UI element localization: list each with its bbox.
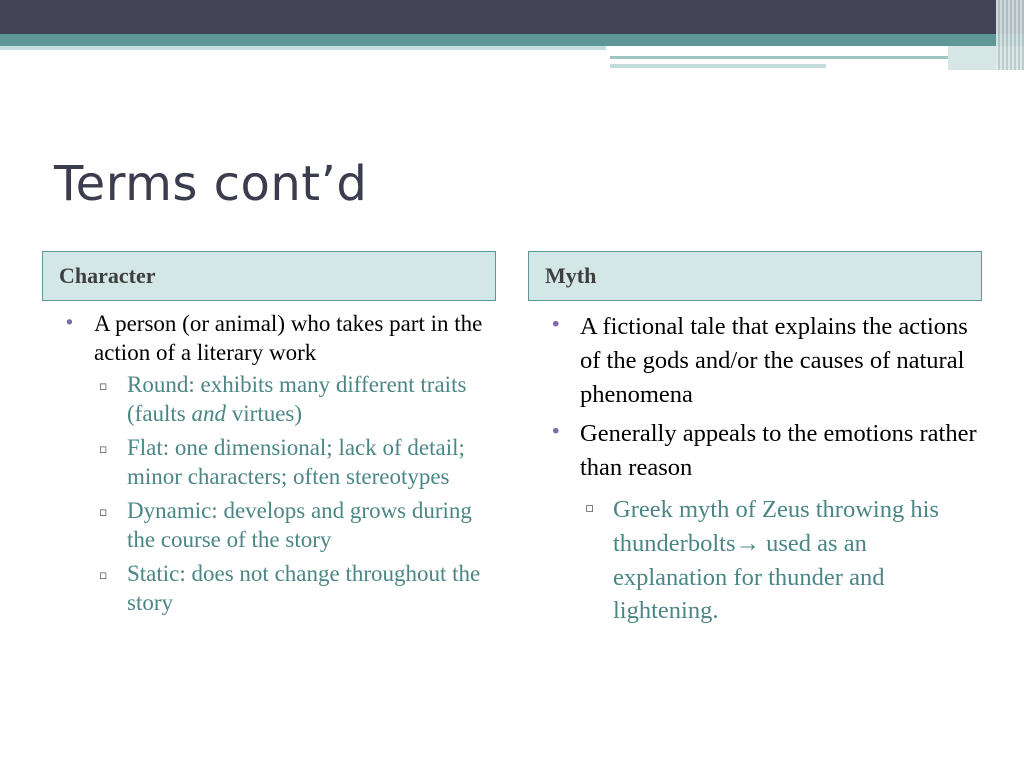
top-banner-light-strip xyxy=(0,46,606,50)
zeus-example-post: used as an explanation for thunder and lightening. xyxy=(613,529,885,625)
list-item xyxy=(64,310,494,617)
list-item xyxy=(94,497,494,554)
square-bullet-icon: ▫ xyxy=(99,378,108,394)
flat-text: Flat: one dimensional; lack of detail; minor characters; often stereotypes xyxy=(127,435,465,489)
decorative-line xyxy=(610,64,826,68)
character-list xyxy=(64,310,494,617)
list-item xyxy=(580,493,980,628)
character-header-label: Character xyxy=(59,263,156,288)
decorative-line xyxy=(610,56,950,59)
character-types-list xyxy=(94,371,494,617)
list-item xyxy=(550,417,980,628)
slide-title: Terms cont’d xyxy=(54,156,368,212)
arrow-right-icon: → xyxy=(735,529,760,557)
dynamic-text: Dynamic: develops and grows during the course of the story xyxy=(127,498,472,552)
list-item xyxy=(550,310,980,411)
static-text: Static: does not change throughout the story xyxy=(127,561,481,615)
round-text-pre: Round: exhibits many different traits (faults xyxy=(127,372,467,426)
character-body xyxy=(64,310,494,623)
square-bullet-icon: ▫ xyxy=(585,499,595,516)
square-bullet-icon: ▫ xyxy=(99,567,108,583)
decorative-stripes xyxy=(996,0,1024,70)
square-bullet-icon: ▫ xyxy=(99,504,108,520)
bullet-icon: • xyxy=(550,420,562,444)
square-bullet-icon: ▫ xyxy=(99,441,108,457)
list-item xyxy=(94,560,494,617)
myth-definition: A fictional tale that explains the actions of the gods and/or the causes of natural phenomena xyxy=(580,313,968,408)
character-definition: A person (or animal) who takes part in the action of a literary work xyxy=(94,311,483,365)
myth-header xyxy=(528,251,982,301)
myth-body xyxy=(550,310,980,634)
bullet-icon: • xyxy=(550,313,562,336)
top-banner-teal xyxy=(0,34,1024,46)
bullet-icon: • xyxy=(64,313,75,334)
character-header xyxy=(42,251,496,301)
myth-list xyxy=(550,310,980,628)
myth-appeal: Generally appeals to the emotions rather than reason xyxy=(580,420,977,482)
list-item xyxy=(94,371,494,428)
top-banner-dark xyxy=(0,0,1024,34)
myth-example-list xyxy=(580,493,980,628)
round-text-post: virtues) xyxy=(226,400,303,426)
round-text-emphasis: and xyxy=(191,400,227,426)
zeus-example-pre: Greek myth of Zeus throwing his thunderbolts xyxy=(613,495,939,557)
myth-header-label: Myth xyxy=(545,263,597,288)
list-item xyxy=(94,434,494,491)
